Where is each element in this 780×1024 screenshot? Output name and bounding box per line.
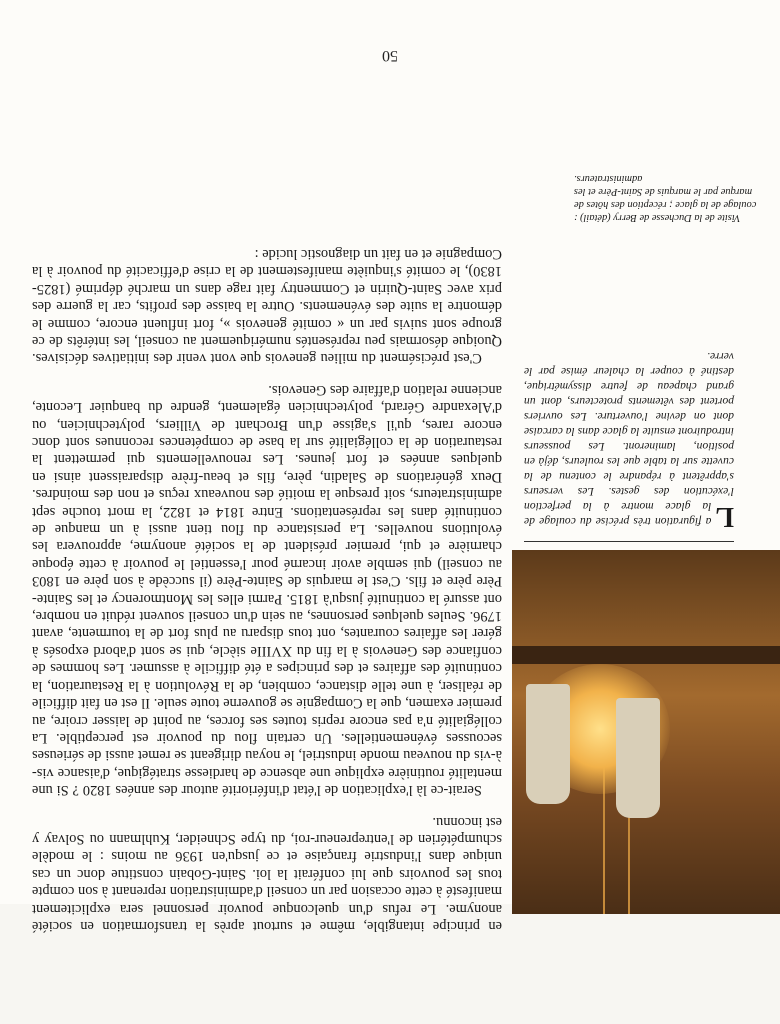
paragraph: Serait-ce là l'explication de l'état d'infériorité autour des années 1820 ? Si une mentalité routinière explique une absence de hardiesse stratégique, d'aisance vis-à-vis du nouveau monde industriel, le noyau dirigeant se remet aussi de sérieuses secousses événementielles. Un certain flou du pouvoir est perceptible. La collégialité n'a pas encore repris toutes ses forces, au point de laisser croire, au premier examen, que la Compagnie se gouverne toute seule. Il est en fait difficile de réaliser, à une telle distance, combien, de la Révolution à la Restauration, la continuité des affaires et des principes a été difficile à assumer. Les hommes de confiance des Genevois à la fin du XVIIIe siècle, qui se sont d'abord exposés à gérer les affaires courantes, ont tous disparu au plus fort de la tourmente, avant 1796. Seules quelques personnes, au sein d'un conseil souvent réduit en nombre, ont assuré la continuité jusqu'à 1815. Parmi elles les Montmorency et les Sainte-Père père et fils. C'est le marquis de Sainte-Père (il succède à son père en 1803 au conseil) qui semble avoir incarné pour l'essentiel le pouvoir à cette époque charnière et qui, premier président de la société anonyme, approuvera les évolutions nouvelles. La persistance du flou tient aussi à un manque de continuité dans les représentations. Entre 1814 et 1822, la mort touche sept administrateurs, soit presque la moitié des nouveaux reçus et non des moindres. Deux générations de Saladin, père, fils et beau-frère disparaissent ainsi en quelques années et fort jeunes. Les renouvellements qui permettent la restauration de la collégialité sur la base de compétences reconnues sont donc encore rares, qu'il s'agisse d'un Brochant de Villiers, polytechnicien, ou d'Alexandre Gérard, polytechnicien également, gendre du banquier Leconte, ancienne relation d'affaire des Genevois. [32, 381, 502, 799]
worker-figure [526, 684, 570, 804]
paragraph: C'est précisément du milieu genevois que vont venir des initiatives décisives. Quoique désormais peu représentés numériquement au conseil, les intérêts de ce groupe sont suivis par un « comité genevois », fort influent encore, comme le démontre la suite des événements. Outre la baisse des profits, car la guerre des prix avec Saint-Quirin et Commentry fait rage dans un marché déprimé (1825-1830), le comité s'inquiète manifestement de la crise d'efficacité du pouvoir à la Compagnie et en fait un diagnostic lucide : [32, 245, 502, 367]
caption-initial: L [715, 501, 734, 532]
secondary-caption: Visite de la Duchesse de Berry (détail) : coulage de la glace ; réception des hôtes de marque par le marquis de Saint-Père et les administrateurs. [574, 173, 757, 223]
main-text-column [32, 231, 502, 934]
figure-caption [524, 349, 734, 532]
worker-figure [616, 698, 660, 818]
left-column [512, 349, 780, 914]
page-number: 50 [382, 47, 398, 64]
paragraph: en principe intangible, même et surtout après la transformation en société anonyme. Le refus d'un quelconque pouvoir personnel sera explicitement manifesté à cette occasion par un conseil d'administration reprenant à son compte tous les pouvoirs que lui conférait la loi. Saint-Gobain constitue donc un cas unique dans l'industrie française et ce jusqu'en 1936 au moins : le modèle schumpétérien de l'entrepreneur-roi, du type Schneider, Kuhlmann ou Solvay y est inconnu. [32, 813, 502, 934]
foundry-workers-photo [512, 550, 780, 914]
caption-rule [524, 541, 734, 542]
caption-text: a figuration très précise du coulage de la glace montre à la perfection l'exécution des gestes. Les verseurs s'apprêtent à répandre le contenu de la cuvette sur la table que les rouleurs, déjà en position, lamineront. Les pousseurs introduiront ensuite la glace dans la carcaise dont on devine l'ouverture. Les ouvriers portent des vêtements protecteurs, dont un grand chapeau de feutre dissymétrique, destiné à couper la chaleur émise par le verre. [524, 350, 734, 528]
wooden-beam [512, 646, 780, 664]
